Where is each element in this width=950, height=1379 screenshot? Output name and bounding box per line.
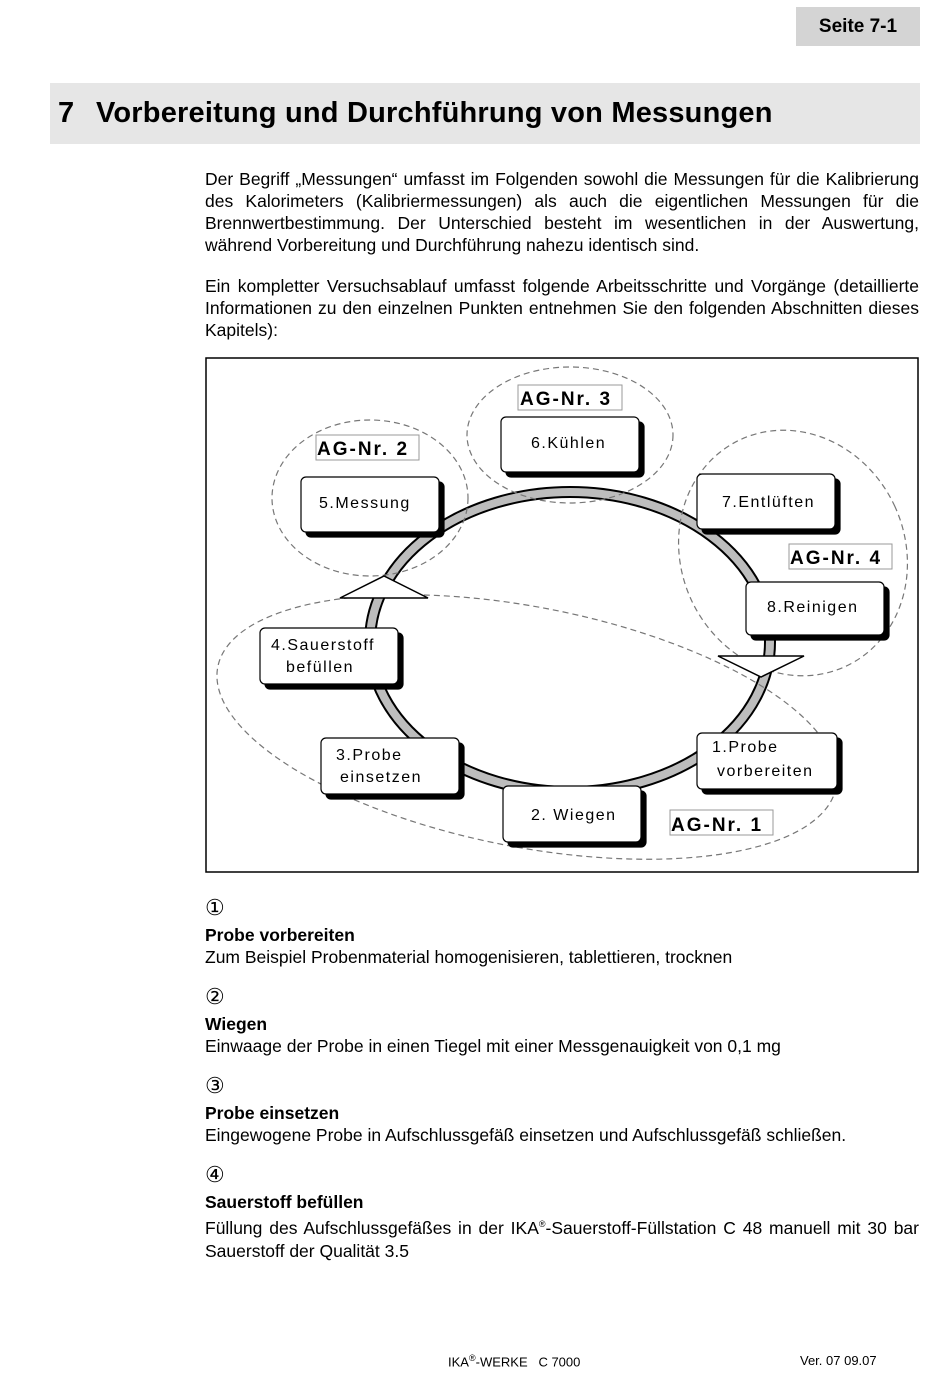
chapter-number: 7 (58, 97, 75, 129)
step-description: Zum Beispiel Probenmaterial homogenisieren, tablettieren, trocknen (205, 947, 733, 967)
step-title: Sauerstoff befüllen (205, 1192, 364, 1212)
circled-three-icon: ③ (205, 1073, 225, 1098)
step-label-5: 5.Messung (319, 495, 411, 512)
step-label-1-line1: 1.Probe (712, 739, 779, 756)
step-label-7: 7.Entlüften (722, 494, 815, 511)
step-label-6: 6.Kühlen (531, 435, 607, 452)
footer-brand: IKA®-WERKE C 7000 (448, 1353, 581, 1370)
group-label-ag2: AG-Nr. 2 (317, 439, 410, 460)
chapter-heading (50, 83, 920, 144)
step-item-3 (205, 1074, 919, 1147)
step-description: Füllung des Aufschlussgefäßes in der IKA®-Sauerstoff-Füllstation C 48 manuell mit 30 bar Sauerstoff der Qualität 3.5 (205, 1217, 919, 1261)
step-label-2: 2. Wiegen (531, 807, 617, 824)
step-title: Wiegen (205, 1014, 268, 1034)
step-description: Eingewogene Probe in Aufschlussgefäß einsetzen und Aufschlussgefäß schließen. (205, 1125, 847, 1145)
step-label-4-line1: 4.Sauerstoff (271, 637, 375, 654)
page-number-badge: Seite 7-1 (796, 7, 920, 46)
step-label-3-line2: einsetzen (340, 769, 422, 786)
footer-version: Ver. 07 09.07 (800, 1353, 877, 1368)
step-title: Probe einsetzen (205, 1103, 340, 1123)
intro-paragraph-1: Der Begriff „Messungen“ umfasst im Folgenden sowohl die Messungen für die Kalibrierung des Kalorimeters (Kalibriermessungen) als auch die eigentlichen Messungen für die Brennwertbestimmung. Der Unterschied besteht im wesentlichen in der Auswertung, während Vorbereitung und Durchführung nahezu identisch sind. (205, 169, 919, 255)
intro-paragraph-2: Ein kompletter Versuchsablauf umfasst folgende Arbeitsschritte und Vorgänge (detaillierte Informationen zu den einzelnen Punkten entnehmen Sie den folgenden Abschnitten dieses Kapitels): (205, 276, 919, 340)
group-label-ag4: AG-Nr. 4 (790, 548, 883, 569)
step-title: Probe vorbereiten (205, 925, 355, 945)
step-label-3-line1: 3.Probe (336, 747, 403, 764)
circled-four-icon: ④ (205, 1162, 225, 1187)
workflow-diagram (205, 357, 919, 878)
step-label-4-line2: befüllen (286, 659, 355, 676)
group-label-ag1: AG-Nr. 1 (671, 815, 764, 836)
step-label-8: 8.Reinigen (767, 599, 859, 616)
chapter-title: Vorbereitung und Durchführung von Messungen (96, 97, 773, 129)
circled-two-icon: ② (205, 984, 225, 1009)
group-label-ag3: AG-Nr. 3 (520, 389, 613, 410)
step-label-1-line2: vorbereiten (717, 763, 814, 780)
step-item-2 (205, 985, 919, 1058)
step-description: Einwaage der Probe in einen Tiegel mit einer Messgenauigkeit von 0,1 mg (205, 1036, 781, 1056)
step-item-1 (205, 896, 919, 969)
step-item-4 (205, 1163, 919, 1263)
circled-one-icon: ① (205, 895, 225, 920)
